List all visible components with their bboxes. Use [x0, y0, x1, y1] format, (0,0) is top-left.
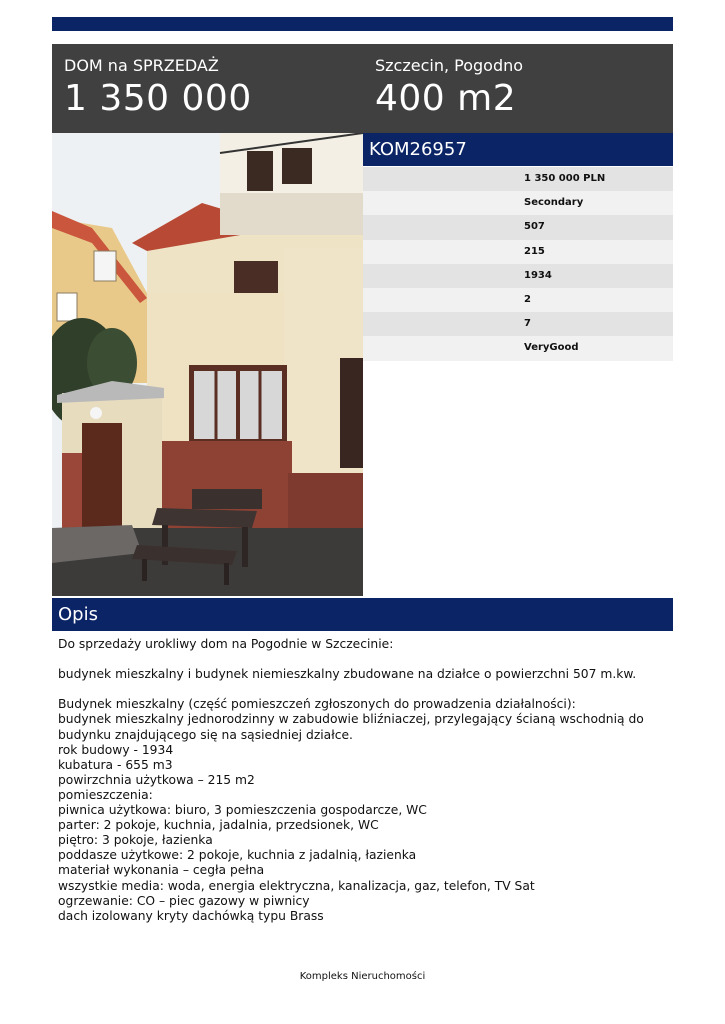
section-title: Opis — [52, 598, 673, 631]
detail-plot-area: 507 — [363, 215, 673, 239]
description-line: piętro: 3 pokoje, łazienka — [58, 833, 213, 848]
detail-condition: VeryGood — [363, 336, 673, 360]
description-line — [58, 652, 668, 667]
detail-year-built: 1934 — [363, 264, 673, 288]
description-line: powirzchnia użytkowa – 215 m2 — [58, 772, 255, 787]
description-line: piwnica użytkowa: biuro, 3 pomieszczenia gospodarcze, WC — [58, 803, 427, 818]
listing-header — [52, 44, 673, 133]
listing-type: DOM na SPRZEDAŻ — [64, 56, 219, 75]
footer-agency: Kompleks Nieruchomości — [299, 971, 426, 982]
description — [58, 637, 668, 924]
description-line: budynek mieszkalny i budynek niemieszkalny zbudowane na działce o powierzchni 507 m.kw. — [58, 667, 637, 682]
detail-price: 1 350 000 PLN — [363, 167, 673, 191]
description-line: Do sprzedaży urokliwy dom na Pogodnie w Szczecinie: — [58, 637, 394, 651]
description-line: budynku znajdującego się na sąsiedniej działce. — [58, 727, 353, 742]
top-accent-bar — [52, 17, 673, 31]
price: 1 350 000 — [64, 78, 252, 119]
description-line: rok budowy - 1934 — [58, 742, 174, 757]
description-line: materiał wykonania – cegła pełna — [58, 863, 265, 878]
description-line: kubatura - 655 m3 — [58, 757, 173, 772]
details-table — [363, 167, 673, 361]
description-line: budynek mieszkalny jednorodzinny w zabudowie bliźniaczej, przylegający ścianą wschodnią do — [58, 712, 644, 727]
location: Szczecin, Pogodno — [375, 56, 524, 75]
description-line: ogrzewanie: CO – piec gazowy w piwnicy — [58, 893, 310, 908]
location-block — [375, 56, 523, 120]
description-line: wszystkie media: woda, energia elektryczna, kanalizacja, gaz, telefon, TV Sat — [58, 878, 535, 893]
area: 400 m2 — [375, 78, 517, 119]
detail-market: Secondary — [363, 191, 673, 215]
property-photo — [52, 133, 363, 596]
detail-usable-area: 215 — [363, 240, 673, 264]
description-line: poddasze użytkowe: 2 pokoje, kuchnia z jadalnią, łazienka — [58, 848, 417, 863]
description-line: parter: 2 pokoje, kuchnia, jadalnia, przedsionek, WC — [58, 818, 379, 833]
description-line — [58, 682, 668, 697]
description-line: pomieszczenia: — [58, 787, 153, 802]
reference-number: KOM26957 — [363, 133, 673, 166]
description-line: Budynek mieszkalny (część pomieszczeń zgłoszonych do prowadzenia działalności): — [58, 697, 576, 712]
detail-rooms: 7 — [363, 312, 673, 336]
detail-floors: 2 — [363, 288, 673, 312]
description-line: dach izolowany kryty dachówką typu Brass — [58, 908, 324, 923]
price-block — [64, 56, 252, 120]
